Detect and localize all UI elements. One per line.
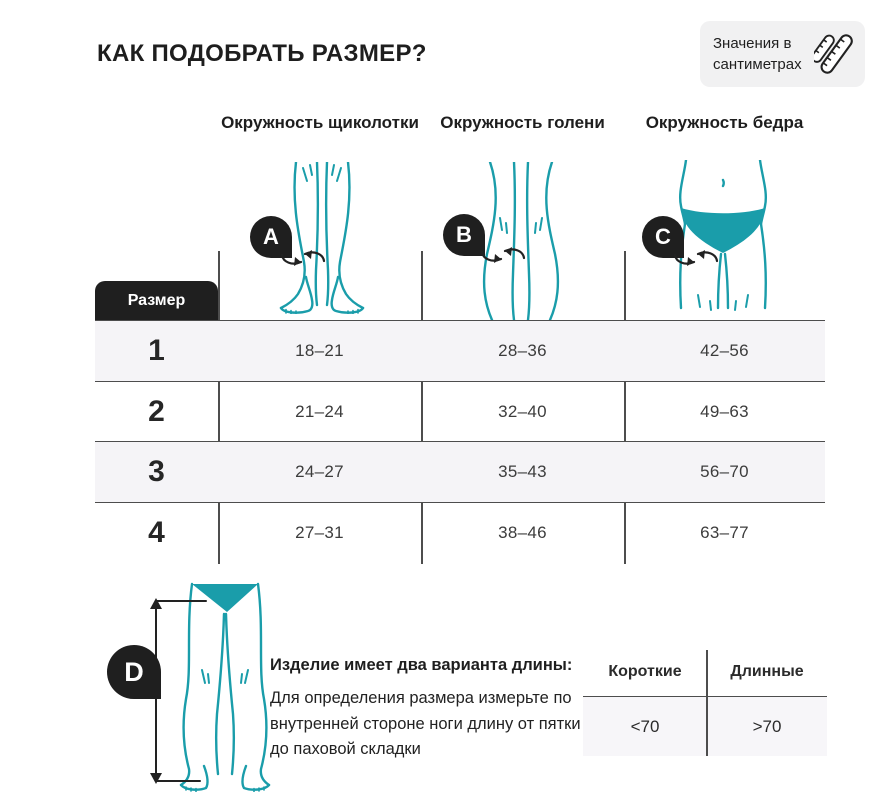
table-row <box>95 502 825 563</box>
hip-range: 42–56 <box>700 340 749 360</box>
rotation-arrow-icon <box>280 248 326 268</box>
units-note-badge <box>700 21 865 87</box>
table-row <box>95 381 825 442</box>
length-description: Для определения размера измерьте по внутренней стороне ноги длину от пятки до паховой складки <box>270 689 581 758</box>
column-header-hip: Окружность бедра <box>645 113 804 132</box>
long-length-header: Длинные <box>730 663 804 680</box>
length-table <box>583 648 827 756</box>
length-table-value-row <box>583 696 827 756</box>
column-header-ankle: Окружность щиколотки <box>221 113 419 132</box>
table-row <box>95 320 825 381</box>
ankle-range: 18–21 <box>295 340 344 360</box>
badge-d <box>107 645 161 699</box>
size-value: 1 <box>148 333 165 367</box>
units-note-text: Значения в сантиметрах <box>713 35 802 73</box>
tape-measure-icon <box>814 29 859 79</box>
long-length-value: >70 <box>752 716 782 736</box>
hip-range: 63–77 <box>700 522 749 542</box>
page-title: КАК ПОДОБРАТЬ РАЗМЕР? <box>97 40 427 67</box>
rotation-arrow-icon <box>480 245 526 265</box>
rotation-arrow-icon <box>670 248 722 268</box>
badge-b-letter: B <box>456 222 472 247</box>
size-value: 4 <box>148 515 165 549</box>
calf-range: 38–46 <box>498 522 547 542</box>
hip-range: 56–70 <box>700 462 749 482</box>
size-column-header: Размер <box>95 281 218 321</box>
short-length-header: Короткие <box>608 663 682 680</box>
ankle-range: 27–31 <box>295 522 344 542</box>
column-header-calf: Окружность голени <box>440 113 605 132</box>
hip-range: 49–63 <box>700 401 749 421</box>
calf-range: 32–40 <box>498 401 547 421</box>
calf-range: 35–43 <box>498 462 547 482</box>
length-heading: Изделие имеет два варианта длины: <box>270 656 573 674</box>
length-table-divider <box>706 650 708 756</box>
table-row <box>95 441 825 502</box>
size-value: 2 <box>148 394 165 428</box>
ankle-range: 24–27 <box>295 462 344 482</box>
calf-range: 28–36 <box>498 340 547 360</box>
ankle-range: 21–24 <box>295 401 344 421</box>
size-table <box>95 320 825 563</box>
short-length-value: <70 <box>630 716 660 736</box>
badge-a-letter: A <box>263 224 279 249</box>
badge-c-letter: C <box>655 224 671 249</box>
badge-d-letter: D <box>124 656 144 687</box>
length-table-header-row <box>583 648 827 696</box>
size-value: 3 <box>148 455 165 489</box>
badge-b <box>443 214 485 256</box>
